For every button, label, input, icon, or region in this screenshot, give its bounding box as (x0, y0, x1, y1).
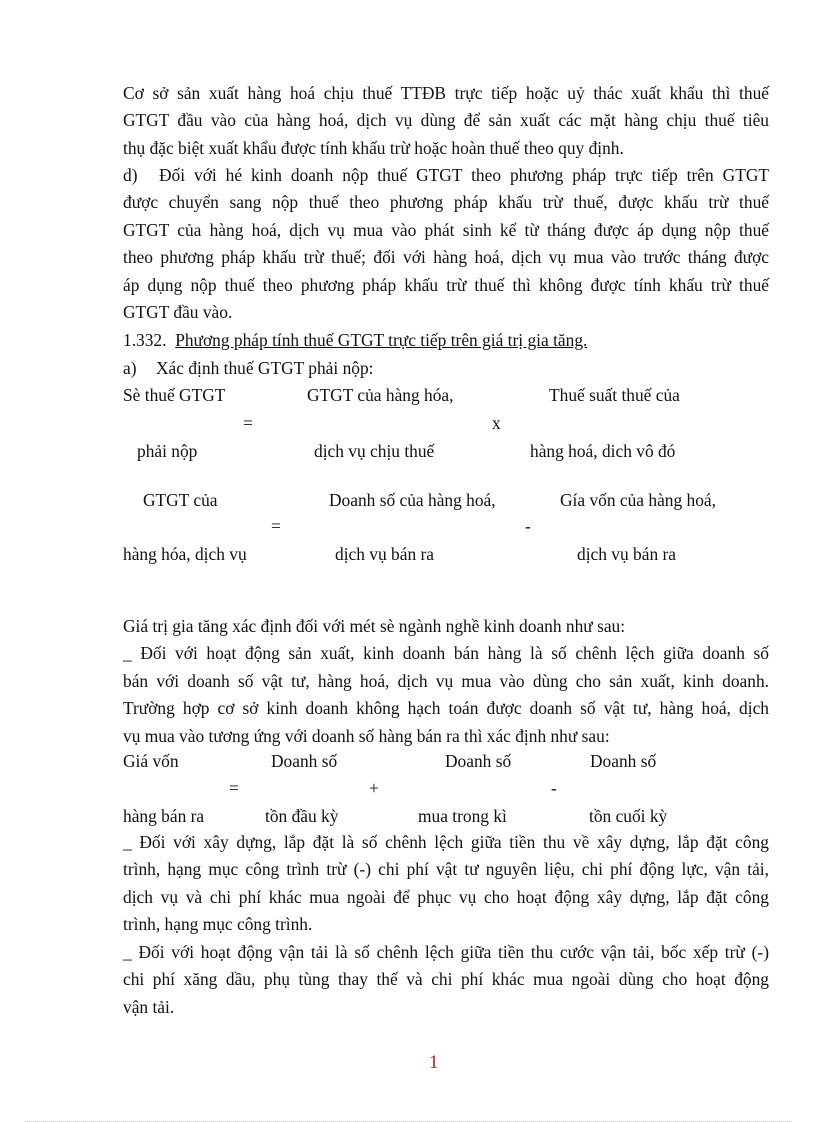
formula-term: tồn đầu kỳ (265, 806, 339, 826)
list-label-d: d) (123, 165, 138, 185)
formula-term: GTGT của (143, 490, 218, 510)
item-a-text: Xác định thuế GTGT phải nộp: (156, 358, 374, 378)
text-line: trình, hạng mục công trình. (123, 914, 313, 935)
text-line: được chuyển sang nộp thuế theo phương pháp khấu trừ thuế, được khấu trừ thuế (123, 192, 769, 213)
text-line: Giá trị gia tăng xác định đối với mét sè ngành nghề kinh doanh như sau: (123, 616, 626, 636)
paragraph-d (123, 162, 769, 326)
formula-term: Sè thuế GTGT (123, 385, 226, 405)
section-number: 1.332. (123, 330, 167, 350)
multiply-operator: x (492, 413, 501, 433)
formula-term: Thuế suất thuế của (549, 385, 680, 405)
formula-term: dịch vụ bán ra (577, 544, 676, 564)
text-line: Trường hợp cơ sở kinh doanh không hạch toán được doanh số vật tư, hàng hoá, dịch (123, 698, 769, 719)
formula-term: dịch vụ chịu thuế (314, 441, 435, 461)
text-line: trình, hạng mục công trình trừ (-) chi phí vật tư nguyên liệu, chi phí động lực, vận tải, (123, 859, 769, 880)
text-line: dịch vụ và chi phí khác mua ngoài để phục vụ cho hoạt động xây dựng, lắp đặt công (123, 886, 769, 907)
paragraph-transport (123, 939, 769, 1021)
minus-operator: - (525, 516, 531, 536)
page-number: 1 (429, 1052, 439, 1073)
formula-term: mua trong kì (418, 806, 507, 826)
text-line: thụ đặc biệt xuất khẩu được tính khấu trừ hoặc hoàn thuế theo quy định. (123, 137, 624, 158)
formula-term: Doanh số (590, 751, 657, 771)
plus-operator: + (369, 778, 379, 798)
text-line: GTGT đầu vào. (123, 302, 233, 323)
text-line: áp dụng nộp thuế theo phương pháp khấu trừ thuế thì không được tính khấu trừ thuế (123, 274, 769, 295)
text-line: theo phương pháp khấu trừ thuế; đối với hàng hoá, dịch vụ mua vào trước tháng được (123, 247, 769, 268)
formula-term: phải nộp (137, 441, 198, 461)
text-line: d) Đối với hé kinh doanh nộp thuế GTGT theo phương pháp trực tiếp trên GTGT (123, 162, 769, 189)
formula-term: hàng hoá, dich vô đó (530, 441, 676, 461)
formula-term: tồn cuối kỳ (589, 806, 668, 826)
text-line: _ Đối với hoạt động vận tải là số chênh lệch giữa tiền thu cước vận tải, bốc xếp trừ (-) (123, 942, 769, 962)
text-line: vận tải. (123, 996, 175, 1017)
list-label-a: a) (123, 358, 137, 378)
paragraph-ttdb-export (123, 80, 769, 162)
formula-term: Giá vốn (123, 751, 179, 771)
text-line: vụ mua vào tương ứng với doanh số hàng bán ra thì xác định như sau: (123, 725, 610, 746)
paragraph-value-added-by-industry (123, 613, 769, 750)
item-a (123, 357, 374, 379)
formula-term: Gía vốn của hàng hoá, (560, 490, 716, 510)
equals-operator: = (243, 413, 253, 433)
text-line: _ Đối với hoạt động sản xuất, kinh doanh bán hàng là số chênh lệch giữa doanh số (123, 643, 769, 664)
minus-operator: - (551, 778, 557, 798)
formula-term: hàng bán ra (123, 806, 205, 826)
section-heading (123, 329, 587, 351)
section-title: Phương pháp tính thuế GTGT trực tiếp trên giá trị gia tăng. (175, 330, 588, 350)
text-line: chi phí xăng dầu, phụ tùng thay thế và chi phí khác mua ngoài dùng cho hoạt động (123, 969, 769, 990)
equals-operator: = (229, 778, 239, 798)
text-line: bán với doanh số vật tư, hàng hoá, dịch vụ mua vào dùng cho sản xuất, kinh doanh. (123, 670, 769, 691)
formula-term: GTGT của hàng hóa, (307, 385, 454, 405)
equals-operator: = (271, 516, 281, 536)
formula-term: Doanh số (445, 751, 512, 771)
text-line: GTGT của hàng hoá, dịch vụ mua vào phát sinh kể từ tháng được áp dụng nộp thuế (123, 219, 769, 240)
formula-term: dịch vụ bán ra (335, 544, 434, 564)
page-break-rule (25, 1121, 792, 1122)
formula-term: Doanh số (271, 751, 338, 771)
formula-term: hàng hóa, dịch vụ (123, 544, 247, 564)
paragraph-construction (123, 829, 769, 939)
text-line: _ Đối với xây dựng, lắp đặt là số chênh lệch giữa tiền thu về xây dựng, lắp đặt công (123, 832, 769, 852)
text-line: GTGT đầu vào của hàng hoá, dịch vụ dùng để sản xuất các mặt hàng chịu thuế tiêu (123, 110, 769, 131)
text-line: Cơ sở sản xuất hàng hoá chịu thuế TTĐB trực tiếp hoặc uỷ thác xuất khẩu thì thuế (123, 83, 769, 103)
formula-term: Doanh số của hàng hoá, (329, 490, 496, 510)
